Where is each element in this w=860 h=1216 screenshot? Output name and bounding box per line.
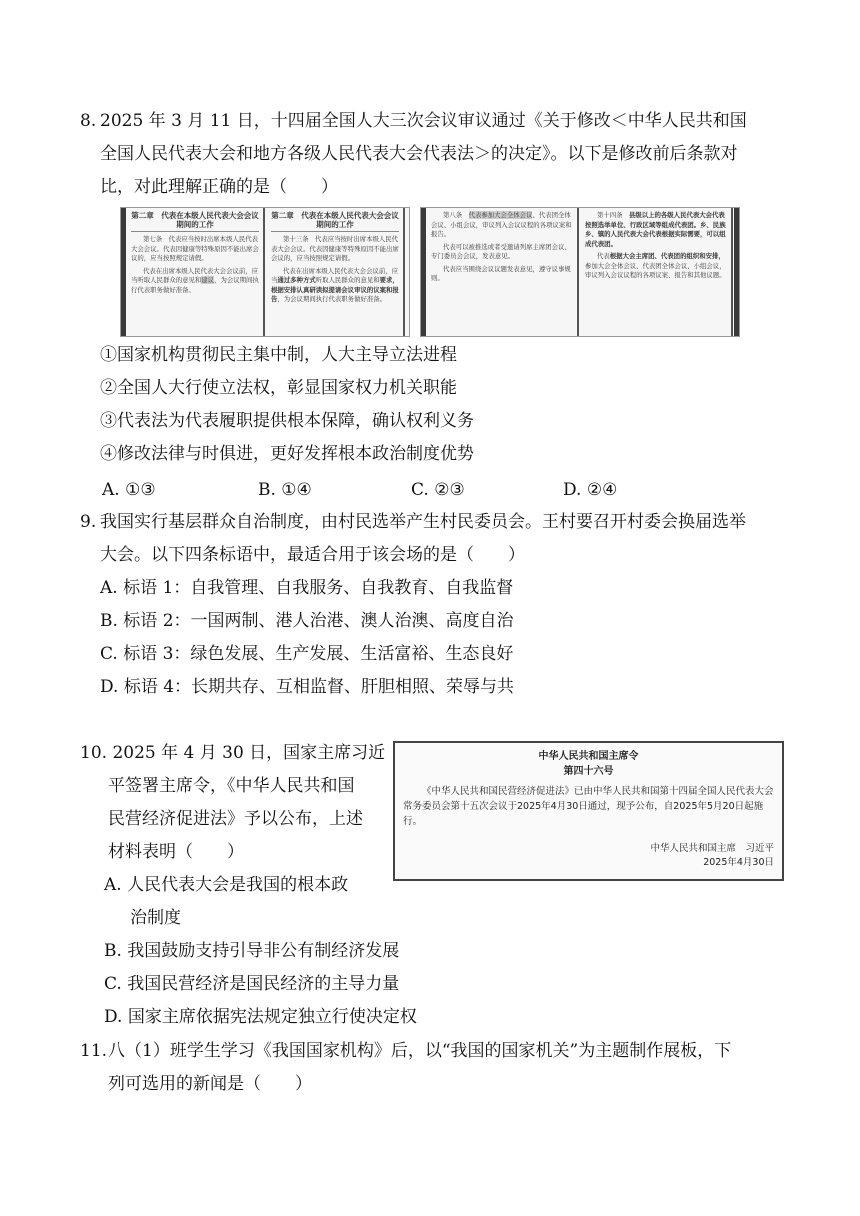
statement-4: ④修改法律与时俱进，更好发挥根本政治制度优势 bbox=[100, 444, 474, 464]
option-c[interactable]: C. 标语 3：绿色发展、生产发展、生活富裕、生态良好 bbox=[100, 644, 514, 664]
question-number: 8. bbox=[80, 111, 97, 131]
option-d[interactable]: D. ②④ bbox=[563, 480, 618, 500]
table-text: 代表根据大会主席团、代表团的组织和安排，参加大会全体会议、代表团全体会议、小组会议，审议列入会议议程的各项议案、报告和其他议题。 bbox=[585, 252, 726, 279]
table-text: 代表可以被推选或者受邀请列席主席团会议、专门委员会会议，发表意见。 bbox=[431, 242, 571, 260]
table-header: 第二章 代表在本级人民代表大会会议期间的工作 bbox=[271, 211, 399, 232]
question-number: 9. bbox=[80, 512, 97, 532]
table-text: 第七条 代表应当按时出席本级人民代表大会会议。代表因健康等特殊原因不能出席会议的，应当按照规定请假。 bbox=[131, 235, 259, 262]
presidential-decree-image bbox=[393, 741, 784, 881]
table-text: 第十四条 县级以上的各级人民代表大会代表按照选举单位、行政区域等组成代表团。乡、民族乡、镇的人民代表大会代表根据实际需要，可以组成代表团。 bbox=[585, 211, 726, 248]
option-d[interactable]: D. 标语 4：长期共存、互相监督、肝胆相照、荣辱与共 bbox=[100, 677, 515, 697]
table-text: 代表在出席本级人民代表大会会议前，应当通过多种方式听取人民群众的意见和要求，根据安排认真研读拟提请会议审议的议案和报告，为会议期间执行代表职务做好准备。 bbox=[271, 266, 399, 303]
question-8 bbox=[80, 105, 790, 204]
question-11 bbox=[80, 1035, 790, 1101]
decree-date: 2025年4月30日 bbox=[703, 857, 774, 868]
option-b[interactable]: B. 我国鼓励支持引导非公有制经济发展 bbox=[104, 941, 400, 961]
option-a-continued[interactable]: 治制度 bbox=[130, 908, 181, 928]
option-a[interactable]: A. 人民代表大会是我国的根本政 bbox=[104, 875, 349, 895]
statement-1: ①国家机构贯彻民主集中制，人大主导立法进程 bbox=[100, 345, 457, 365]
question-stem-line: 10. 2025 年 4 月 30 日，国家主席习近 bbox=[80, 743, 386, 763]
option-a[interactable]: A. 标语 1：自我管理、自我服务、自我教育、自我监督 bbox=[100, 578, 514, 598]
question-8-statements bbox=[100, 339, 790, 471]
question-9 bbox=[80, 506, 790, 704]
table-text: 代表应当围绕会议议题发表意见，遵守议事规则。 bbox=[431, 264, 571, 282]
question-10 bbox=[80, 737, 390, 869]
table-text: 代表在出席本级人民代表大会会议前，应当听取人民群众的意见和建议，为会议期间执行代表职务做好准备。 bbox=[131, 266, 259, 294]
option-a[interactable]: A. ①③ bbox=[102, 480, 156, 500]
decree-body: 《中华人民共和国民营经济促进法》已由中华人民共和国第十四届全国人民代表大会常务委员会第十五次会议于2025年4月30日通过，现予公布，自2025年5月20日起施行。 bbox=[403, 786, 774, 827]
table-header: 第二章 代表在本级人民代表大会会议期间的工作 bbox=[131, 211, 259, 232]
question-stem-line: 我国实行基层群众自治制度，由村民选举产生村民委员会。王村要召开村委会换届选举 bbox=[100, 512, 746, 532]
law-comparison-image-left bbox=[120, 207, 410, 337]
option-c[interactable]: C. 我国民营经济是国民经济的主导力量 bbox=[104, 974, 400, 994]
question-stem-line: 全国人民代表大会和地方各级人民代表大会代表法＞的决定》。以下是修改前后条款对 bbox=[100, 144, 738, 164]
question-stem-line: 平签署主席令，《中华人民共和国 bbox=[108, 776, 355, 796]
decree-number: 第四十六号 bbox=[563, 766, 614, 777]
table-text: 第八条 代表参加大会全体会议、代表团全体会议、小组会议，审议列入会议议程的各项议案和报告。 bbox=[431, 211, 572, 238]
question-10-options bbox=[104, 869, 794, 1034]
question-stem-line: 八（1）班学生学习《我国国家机构》后，以“我国的国家机关”为主题制作展板，下 bbox=[108, 1041, 732, 1061]
table-text: 第十三条 代表应当按时出席本级人民代表大会会议。代表因健康等特殊原因不能出席会议的，应当按照规定请假。 bbox=[271, 235, 399, 262]
decree-title: 中华人民共和国主席令 bbox=[538, 751, 639, 762]
question-stem-line: 2025 年 3 月 11 日，十四届全国人大三次会议审议通过《关于修改＜中华人民共和国 bbox=[100, 111, 747, 131]
statement-2: ②全国人大行使立法权，彰显国家权力机关职能 bbox=[100, 378, 457, 398]
question-number: 11. bbox=[80, 1041, 108, 1061]
question-stem-line: 材料表明（ ） bbox=[108, 842, 244, 862]
option-d[interactable]: D. 国家主席依据宪法规定独立行使决定权 bbox=[104, 1007, 417, 1027]
question-stem-line: 大会。以下四条标语中，最适合用于该会场的是（ ） bbox=[100, 545, 525, 565]
option-c[interactable]: C. ②③ bbox=[411, 480, 465, 500]
question-stem-line: 比，对此理解正确的是（ ） bbox=[100, 177, 338, 197]
law-comparison-image-right bbox=[420, 207, 740, 337]
decree-signature: 中华人民共和国主席 习近平 bbox=[650, 843, 774, 854]
option-b[interactable]: B. 标语 2：一国两制、港人治港、澳人治澳、高度自治 bbox=[100, 611, 514, 631]
option-b[interactable]: B. ①④ bbox=[258, 480, 312, 500]
statement-3: ③代表法为代表履职提供根本保障，确认权利义务 bbox=[100, 411, 474, 431]
question-stem-line: 民营经济促进法》予以公布，上述 bbox=[108, 809, 363, 829]
question-stem-line: 列可选用的新闻是（ ） bbox=[108, 1074, 312, 1094]
